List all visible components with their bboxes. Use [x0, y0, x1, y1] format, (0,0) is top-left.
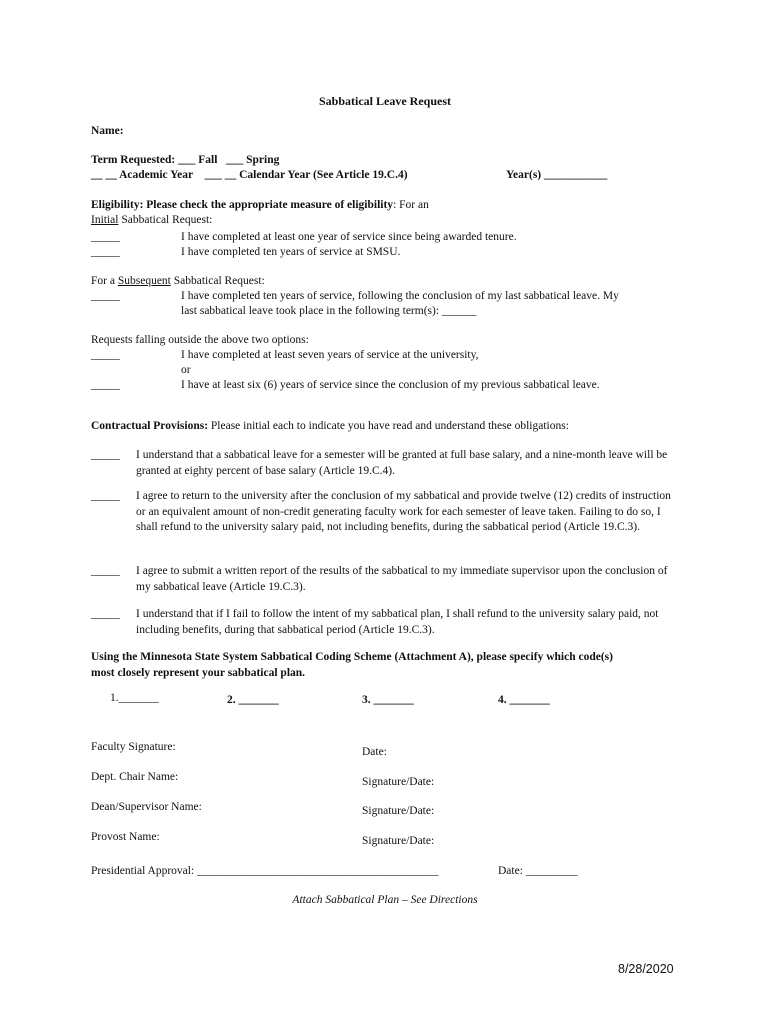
contract-text-1: I understand that a sabbatical leave for a semester will be granted at full base salary, and a nine-month leave will be granted at eighty percent of base salary (Article 19.C.4). — [136, 449, 668, 477]
initial-blank-2[interactable]: _____ — [91, 246, 120, 258]
initial-text-2: I have completed ten years of service at SMSU. — [181, 246, 401, 258]
spring-blank[interactable]: ___ — [226, 154, 244, 166]
contract-blank-1[interactable]: _____ — [91, 449, 120, 461]
faculty-signature-label: Faculty Signature: — [91, 741, 176, 753]
term-label: Term Requested: — [91, 154, 176, 166]
subsequent-word: Subsequent — [117, 275, 171, 287]
outside-blank-2[interactable]: _____ — [91, 379, 120, 391]
outside-blank-1[interactable]: _____ — [91, 349, 120, 361]
faculty-date-label: Date: — [362, 746, 387, 758]
dean-name-label: Dean/Supervisor Name: — [91, 801, 202, 813]
contract-text-2: I agree to return to the university after the conclusion of my sabbatical and provide twelve (12) credits of instruction or an equivalent amount of non-credit generating faculty work for each semester of leave taken. Failing to do so, I shall refund to the university salary paid, not including benefits, during the sabbatical period (Article 19.C.3). — [136, 490, 671, 533]
coding-line-1: Using the Minnesota State System Sabbatical Coding Scheme (Attachment A), please specify which code(s) — [91, 651, 613, 663]
name-label: Name: — [91, 125, 124, 137]
contract-blank-2[interactable]: _____ — [91, 490, 120, 502]
chair-signature-label: Signature/Date: — [362, 776, 435, 788]
outside-options-heading: Requests falling outside the above two options: — [91, 334, 309, 346]
contractual-heading-bold: Contractual Provisions: — [91, 420, 209, 432]
contractual-heading-tail: Please initial each to indicate you have read and understand these obligations: — [208, 420, 569, 432]
outside-text-1: I have completed at least seven years of service at the university, — [181, 349, 479, 361]
years-field[interactable]: Year(s) ___________ — [506, 169, 608, 181]
spring-label: Spring — [246, 154, 280, 166]
page-title: Sabbatical Leave Request — [319, 94, 451, 108]
contractual-heading — [91, 419, 569, 434]
academic-year-blank[interactable]: __ __ — [91, 169, 117, 181]
initial-blank-1[interactable]: _____ — [91, 231, 120, 243]
contract-blank-4[interactable]: _____ — [91, 608, 120, 620]
code-field-2[interactable]: 2. _______ — [227, 694, 279, 706]
eligibility-heading — [91, 198, 429, 213]
provost-signature-label: Signature/Date: — [362, 835, 435, 847]
calendar-year-label: Calendar Year (See Article 19.C.4) — [239, 169, 408, 181]
calendar-year-blank[interactable]: ___ __ — [204, 169, 237, 181]
subsequent-rest: Sabbatical Request: — [170, 275, 265, 287]
footer-date: 8/28/2020 — [618, 962, 674, 976]
presidential-approval-field[interactable]: Presidential Approval: __________________________________________ — [91, 865, 439, 877]
term-requested-line — [91, 153, 279, 168]
code-field-3[interactable]: 3. _______ — [362, 694, 414, 706]
provost-name-label: Provost Name: — [91, 831, 160, 843]
eligibility-heading-tail: : For an — [393, 199, 429, 211]
initial-word: Initial — [91, 214, 119, 226]
initial-rest: Sabbatical Request: — [118, 214, 213, 226]
presidential-date-field[interactable]: Date: _________ — [498, 865, 578, 877]
contract-text-4: I understand that if I fail to follow the intent of my sabbatical plan, I shall refund to the university salary paid, not including benefits, during that sabbatical period (Article 19.C.3). — [136, 608, 659, 636]
subsequent-pre: For a — [91, 275, 118, 287]
year-type-line — [91, 168, 408, 183]
or-label: or — [181, 364, 191, 376]
initial-request-heading — [91, 213, 212, 228]
code-field-4[interactable]: 4. _______ — [498, 694, 550, 706]
fall-blank[interactable]: ___ — [178, 154, 196, 166]
contract-text-3: I agree to submit a written report of the results of the sabbatical to my immediate supervisor upon the conclusion of my sabbatical leave (Article 19.C.3). — [136, 565, 668, 593]
subsequent-blank[interactable]: _____ — [91, 290, 120, 302]
subsequent-text-2: last sabbatical leave took place in the following term(s): ______ — [181, 305, 477, 317]
chair-name-label: Dept. Chair Name: — [91, 771, 179, 783]
outside-text-2: I have at least six (6) years of service since the conclusion of my previous sabbatical leave. — [181, 379, 600, 391]
coding-line-2: most closely represent your sabbatical plan. — [91, 667, 306, 679]
initial-text-1: I have completed at least one year of service since being awarded tenure. — [181, 231, 517, 243]
fall-label: Fall — [198, 154, 218, 166]
subsequent-text-1: I have completed ten years of service, following the conclusion of my last sabbatical leave. My — [181, 290, 619, 302]
dean-signature-label: Signature/Date: — [362, 805, 435, 817]
academic-year-label: Academic Year — [119, 169, 194, 181]
contract-blank-3[interactable]: _____ — [91, 565, 120, 577]
subsequent-request-heading — [91, 274, 265, 289]
eligibility-heading-bold: Eligibility: Please check the appropriate measure of eligibility — [91, 199, 394, 211]
attach-plan-note: Attach Sabbatical Plan – See Directions — [292, 894, 478, 906]
code-field-1[interactable]: 1._______ — [110, 692, 159, 704]
